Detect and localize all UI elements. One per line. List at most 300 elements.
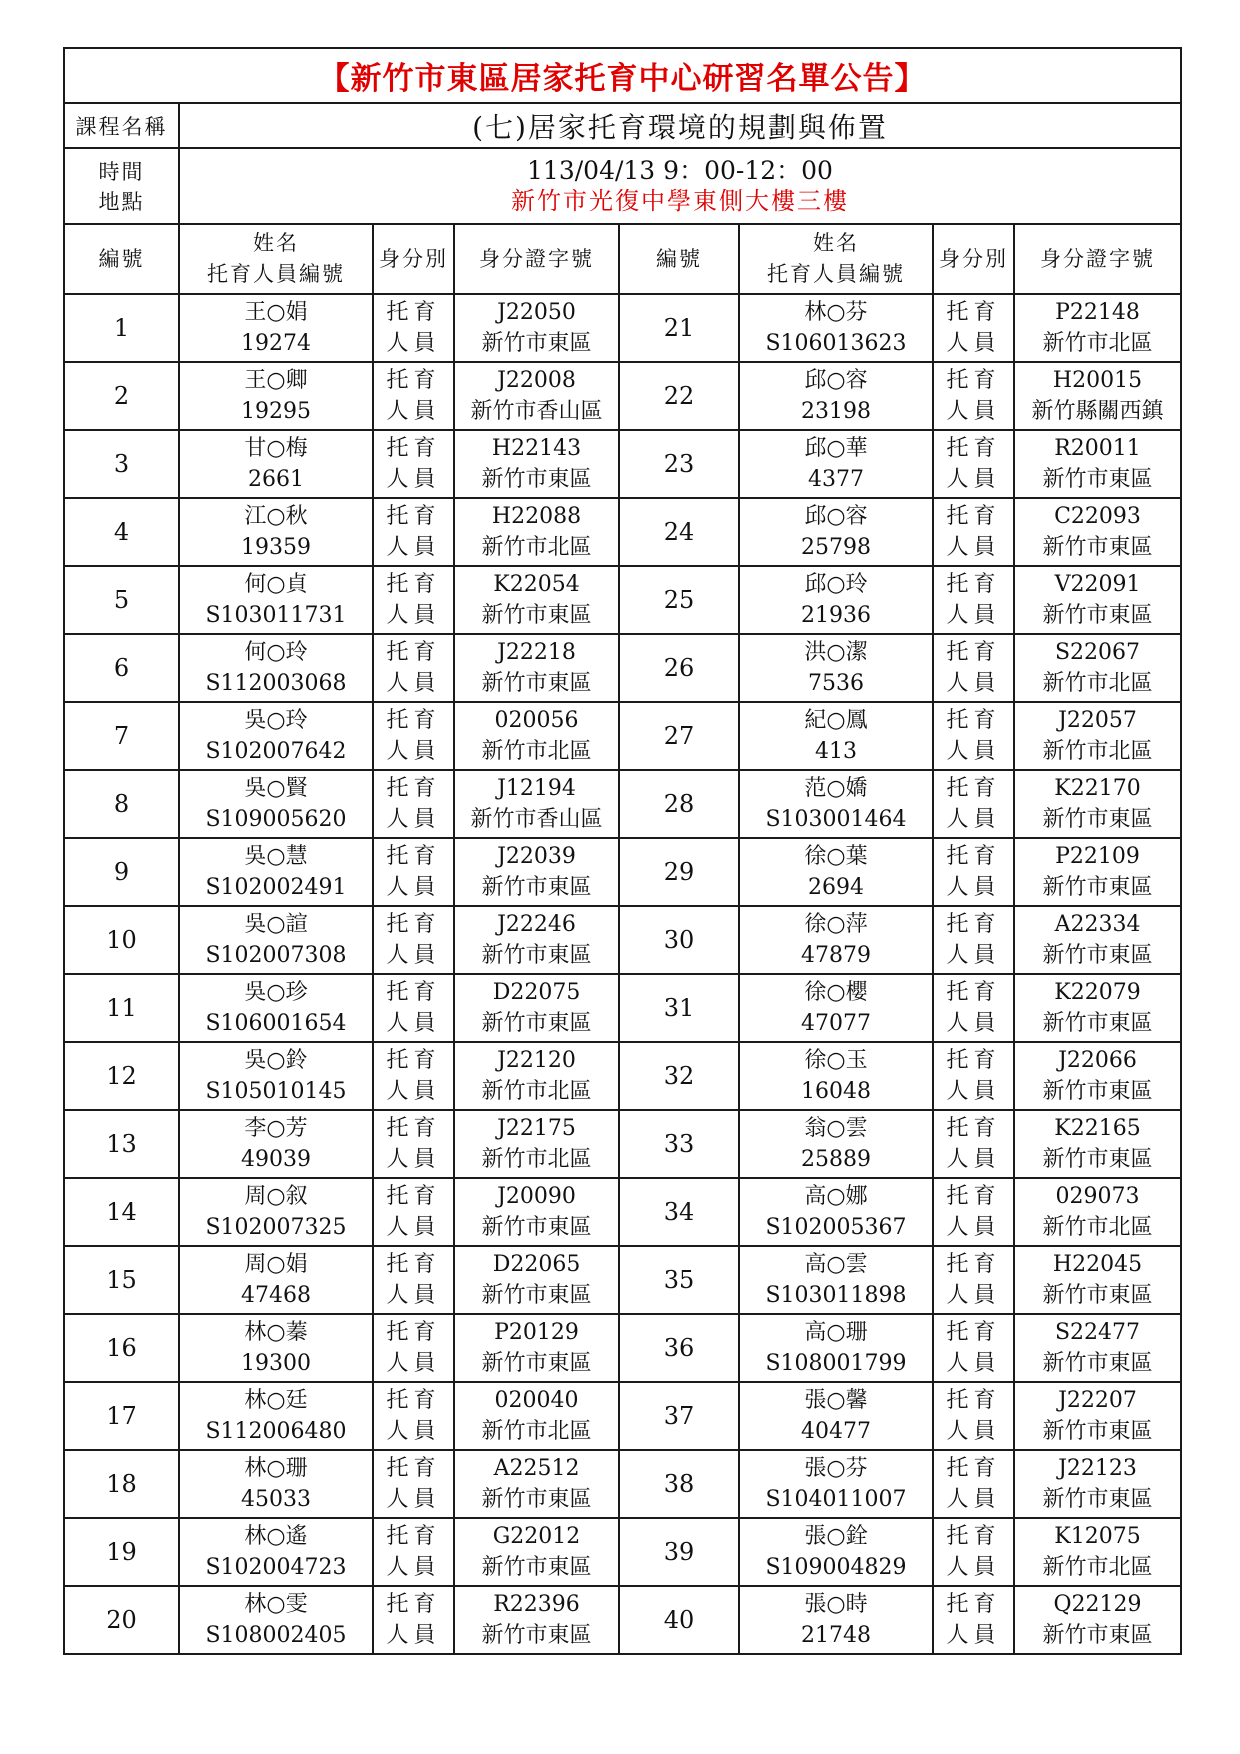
entry-name-cell [179,430,373,498]
entry-identity-cell [933,1314,1014,1382]
entry-identity-line2: 人員 [386,671,441,696]
entry-id-number: J22207 [1058,1388,1137,1413]
entry-id-number: 029073 [1055,1184,1140,1209]
entry-number: 36 [619,1314,739,1382]
entry-caregiver-code: S106013623 [765,331,907,356]
entry-name: 徐○萍 [804,912,868,937]
place-label: 地點 [98,190,145,214]
entry-identity-line2: 人員 [386,603,441,628]
entry-id-cell [1014,1450,1181,1518]
entry-identity-line2: 人員 [386,1011,441,1036]
entry-caregiver-code: S103011898 [765,1283,907,1308]
entry-identity-cell [373,906,454,974]
entry-name-cell [179,1382,373,1450]
entry-identity-cell [933,702,1014,770]
entry-name-cell [179,566,373,634]
session-place: 新竹市光復中學東側大樓三樓 [511,187,849,215]
entry-identity-line1: 托育 [946,1524,1001,1549]
entry-id-number: K22054 [493,572,580,597]
entry-id-number: H20015 [1052,368,1143,393]
entry-district: 新竹市東區 [1042,1419,1153,1444]
table-row [64,974,1181,1042]
entry-identity-cell [933,1450,1014,1518]
entry-identity-line1: 托育 [386,640,441,665]
entry-identity-cell [933,1382,1014,1450]
entry-id-cell [1014,634,1181,702]
entry-id-cell [454,974,619,1042]
entry-name: 張○銓 [804,1524,868,1549]
entry-name-cell [179,974,373,1042]
entry-caregiver-code: 7536 [808,671,864,696]
entry-number: 29 [619,838,739,906]
entry-identity-line1: 托育 [946,436,1001,461]
entry-identity-line2: 人員 [946,603,1001,628]
entry-id-cell [1014,1178,1181,1246]
entry-identity-line2: 人員 [946,1147,1001,1172]
entry-number: 4 [64,498,179,566]
entry-name: 林○雯 [244,1592,308,1617]
course-name-value: (七)居家托育環境的規劃與佈置 [179,103,1181,148]
header-number: 編號 [64,224,179,294]
entry-caregiver-code: S106001654 [205,1011,347,1036]
entry-identity-line2: 人員 [386,1419,441,1444]
entry-identity-cell [933,1110,1014,1178]
entry-id-cell [454,1110,619,1178]
entry-district: 新竹市東區 [481,467,592,492]
entry-name: 范○嬌 [804,776,868,801]
entry-identity-cell [373,362,454,430]
entry-identity-cell [373,1382,454,1450]
entry-id-number: P20129 [494,1320,579,1345]
entry-district: 新竹縣關西鎮 [1031,399,1164,424]
entry-caregiver-code: 47077 [801,1011,871,1036]
entry-caregiver-code: S102005367 [765,1215,907,1240]
entry-district: 新竹市東區 [481,1487,592,1512]
entry-identity-cell [933,770,1014,838]
table-row [64,430,1181,498]
entry-district: 新竹市北區 [481,1079,592,1104]
entry-id-number: S22067 [1054,640,1141,665]
entry-district: 新竹市北區 [1042,739,1153,764]
entry-id-cell [454,1042,619,1110]
entry-name: 周○叙 [244,1184,308,1209]
entry-identity-line2: 人員 [946,1079,1001,1104]
entry-id-number: Q22129 [1053,1592,1142,1617]
table-row [64,1110,1181,1178]
entry-identity-cell [373,974,454,1042]
table-row [64,1518,1181,1586]
entry-id-cell [454,838,619,906]
training-roster-table [63,47,1182,1655]
entry-identity-line1: 托育 [946,572,1001,597]
entry-identity-line1: 托育 [946,1320,1001,1345]
entry-number: 23 [619,430,739,498]
entry-name: 林○珊 [244,1456,308,1481]
entry-name-cell [739,1450,933,1518]
entry-caregiver-code: S104011007 [765,1487,907,1512]
header-name-line2: 托育人員編號 [207,262,345,286]
entry-identity-cell [933,906,1014,974]
entry-name: 邱○容 [804,504,868,529]
column-header-row [64,224,1181,294]
entry-caregiver-code: 4377 [808,467,864,492]
entry-district: 新竹市東區 [481,671,592,696]
entry-identity-line2: 人員 [946,535,1001,560]
entry-identity-cell [373,1586,454,1654]
entry-id-cell [454,362,619,430]
entry-id-number: D22075 [492,980,581,1005]
table-row [64,838,1181,906]
entry-name-cell [739,362,933,430]
entry-district: 新竹市東區 [1042,1487,1153,1512]
entry-name-cell [179,1314,373,1382]
entry-identity-cell [373,1450,454,1518]
table-row [64,770,1181,838]
entry-identity-cell [933,498,1014,566]
entry-name: 李○芳 [244,1116,308,1141]
entry-id-number: V22091 [1054,572,1141,597]
entry-district: 新竹市北區 [1042,1555,1153,1580]
entry-identity-line1: 托育 [386,1592,441,1617]
entry-id-number: K12075 [1054,1524,1141,1549]
entry-caregiver-code: S105010145 [205,1079,347,1104]
entry-identity-line2: 人員 [386,875,441,900]
entry-district: 新竹市東區 [481,1283,592,1308]
entry-number: 3 [64,430,179,498]
entry-identity-line2: 人員 [386,943,441,968]
entry-identity-line1: 托育 [386,300,441,325]
entry-name-cell [739,566,933,634]
entry-id-number: C22093 [1054,504,1141,529]
entry-identity-line2: 人員 [386,1147,441,1172]
entry-id-cell [454,1246,619,1314]
entry-name-cell [739,1382,933,1450]
entry-id-number: R22396 [493,1592,580,1617]
entry-identity-line1: 托育 [386,1116,441,1141]
entry-identity-cell [933,1042,1014,1110]
entry-id-cell [1014,906,1181,974]
entry-name: 吳○慧 [244,844,308,869]
entry-caregiver-code: 40477 [801,1419,871,1444]
entry-caregiver-code: S108002405 [205,1623,347,1648]
entry-name: 吳○賢 [244,776,308,801]
entry-id-cell [1014,1042,1181,1110]
entry-name: 邱○容 [804,368,868,393]
entry-number: 10 [64,906,179,974]
entry-caregiver-code: 413 [815,739,857,764]
entry-number: 24 [619,498,739,566]
entry-identity-line1: 托育 [946,1048,1001,1073]
entry-identity-line1: 托育 [946,1592,1001,1617]
entry-id-cell [454,294,619,362]
entry-caregiver-code: 49039 [241,1147,311,1172]
entry-id-number: K22165 [1054,1116,1141,1141]
entry-id-cell [1014,430,1181,498]
entry-name: 何○貞 [244,572,308,597]
entry-district: 新竹市北區 [481,739,592,764]
entry-number: 35 [619,1246,739,1314]
entry-name-cell [179,1518,373,1586]
entry-number: 38 [619,1450,739,1518]
entry-id-cell [454,1450,619,1518]
entry-district: 新竹市東區 [481,1215,592,1240]
entry-caregiver-code: 21936 [801,603,871,628]
entry-identity-line1: 托育 [946,1388,1001,1413]
entry-caregiver-code: 25889 [801,1147,871,1172]
entry-identity-line1: 托育 [386,1252,441,1277]
entry-name-cell [739,1314,933,1382]
entry-identity-line2: 人員 [386,807,441,832]
entry-name-cell [739,906,933,974]
entry-name-cell [739,1042,933,1110]
entry-identity-line2: 人員 [946,1623,1001,1648]
entry-id-cell [454,498,619,566]
entry-id-cell [1014,1586,1181,1654]
entry-caregiver-code: 25798 [801,535,871,560]
entry-id-cell [454,770,619,838]
entry-identity-line2: 人員 [386,1351,441,1376]
entry-identity-line2: 人員 [946,399,1001,424]
entry-name-cell [739,1518,933,1586]
entry-district: 新竹市東區 [1042,1079,1153,1104]
entry-id-cell [454,566,619,634]
table-row [64,362,1181,430]
entry-identity-line2: 人員 [946,331,1001,356]
entry-identity-line1: 托育 [946,912,1001,937]
entry-caregiver-code: 21748 [801,1623,871,1648]
entry-identity-line2: 人員 [386,1555,441,1580]
entry-district: 新竹市東區 [481,943,592,968]
entry-name-cell [179,1042,373,1110]
entry-name: 王○娟 [244,300,308,325]
entry-id-number: J22175 [497,1116,576,1141]
time-place-value [179,148,1181,224]
entry-identity-cell [373,1314,454,1382]
entry-identity-line1: 托育 [946,776,1001,801]
entry-identity-line2: 人員 [946,1215,1001,1240]
entry-number: 27 [619,702,739,770]
entry-name-cell [179,634,373,702]
entry-id-cell [454,1518,619,1586]
entry-caregiver-code: S102007642 [205,739,347,764]
entry-district: 新竹市東區 [481,1011,592,1036]
entry-number: 25 [619,566,739,634]
entry-identity-line2: 人員 [946,1351,1001,1376]
entry-name-cell [179,498,373,566]
entry-identity-cell [933,362,1014,430]
entry-name-cell [739,294,933,362]
entry-identity-cell [373,1042,454,1110]
header-number: 編號 [619,224,739,294]
entry-id-number: 020040 [494,1388,579,1413]
entry-identity-line1: 托育 [946,1116,1001,1141]
header-id-number: 身分證字號 [454,224,619,294]
entry-name: 張○馨 [804,1388,868,1413]
entry-identity-line1: 托育 [386,368,441,393]
entry-name: 吳○諠 [244,912,308,937]
entry-name-cell [179,838,373,906]
entry-district: 新竹市北區 [481,1147,592,1172]
entry-name: 何○玲 [244,640,308,665]
entry-id-number: J22066 [1058,1048,1137,1073]
entry-identity-line2: 人員 [946,739,1001,764]
entry-identity-cell [933,430,1014,498]
entry-district: 新竹市東區 [1042,943,1153,968]
entry-district: 新竹市東區 [1042,1283,1153,1308]
entry-number: 28 [619,770,739,838]
entry-caregiver-code: 16048 [801,1079,871,1104]
entry-id-number: J22039 [497,844,576,869]
entry-id-cell [454,1382,619,1450]
entry-name: 徐○玉 [804,1048,868,1073]
entry-id-number: G22012 [492,1524,581,1549]
entry-identity-line1: 托育 [386,1320,441,1345]
entry-number: 6 [64,634,179,702]
entry-identity-cell [373,430,454,498]
entry-caregiver-code: 23198 [801,399,871,424]
entry-district: 新竹市東區 [1042,875,1153,900]
table-row [64,1450,1181,1518]
entry-id-number: H22143 [491,436,582,461]
entry-name: 紀○鳳 [804,708,868,733]
entry-name-cell [179,1450,373,1518]
entry-caregiver-code: S109004829 [765,1555,907,1580]
entry-name-cell [739,634,933,702]
entry-identity-line2: 人員 [946,1011,1001,1036]
header-name [179,224,373,294]
entry-caregiver-code: S108001799 [765,1351,907,1376]
entry-number: 2 [64,362,179,430]
entry-number: 30 [619,906,739,974]
entry-name: 周○娟 [244,1252,308,1277]
entry-name: 吳○鈴 [244,1048,308,1073]
table-row [64,1246,1181,1314]
entry-number: 14 [64,1178,179,1246]
entry-id-number: J22246 [497,912,576,937]
entry-name-cell [179,362,373,430]
entry-name: 邱○華 [804,436,868,461]
entry-number: 22 [619,362,739,430]
entry-id-number: J22050 [497,300,576,325]
entry-identity-line1: 托育 [386,776,441,801]
entry-identity-line2: 人員 [386,1623,441,1648]
entry-id-number: J22008 [497,368,576,393]
entry-identity-cell [373,702,454,770]
entry-identity-cell [933,566,1014,634]
header-name-line1: 姓名 [813,231,859,255]
entry-number: 12 [64,1042,179,1110]
entry-id-number: K22170 [1054,776,1141,801]
entry-identity-line2: 人員 [946,1487,1001,1512]
entry-identity-line2: 人員 [386,739,441,764]
table-row [64,1382,1181,1450]
entry-caregiver-code: 2694 [808,875,864,900]
entry-name-cell [739,1110,933,1178]
entry-id-number: J22120 [497,1048,576,1073]
entry-identity-line2: 人員 [946,875,1001,900]
entry-district: 新竹市北區 [1042,1215,1153,1240]
entry-identity-line2: 人員 [386,399,441,424]
entry-name-cell [739,1246,933,1314]
time-place-label [64,148,179,224]
entry-identity-line2: 人員 [946,1555,1001,1580]
entry-id-number: J20090 [497,1184,576,1209]
entry-caregiver-code: S109005620 [205,807,347,832]
entry-identity-line1: 托育 [386,708,441,733]
entry-identity-line1: 托育 [946,1184,1001,1209]
header-id-number: 身分證字號 [1014,224,1181,294]
entry-caregiver-code: S112006480 [205,1419,347,1444]
entry-identity-cell [373,294,454,362]
entry-identity-cell [933,1178,1014,1246]
entry-name-cell [179,1586,373,1654]
entry-district: 新竹市東區 [481,875,592,900]
entry-identity-cell [373,1178,454,1246]
entry-identity-line1: 托育 [386,436,441,461]
entry-district: 新竹市北區 [481,1419,592,1444]
entry-name: 吳○珍 [244,980,308,1005]
entry-id-cell [1014,1110,1181,1178]
entry-id-cell [454,430,619,498]
entry-id-cell [454,1586,619,1654]
entry-number: 9 [64,838,179,906]
entry-district: 新竹市東區 [1042,1351,1153,1376]
document-title: 【新竹市東區居家托育中心研習名單公告】 [64,48,1181,103]
course-name-label: 課程名稱 [64,103,179,148]
entry-identity-line1: 托育 [946,640,1001,665]
time-label: 時間 [98,160,145,184]
header-identity: 身分別 [933,224,1014,294]
entry-identity-cell [373,634,454,702]
entry-id-number: H22088 [491,504,582,529]
entry-identity-line2: 人員 [946,807,1001,832]
entry-caregiver-code: S102007325 [205,1215,347,1240]
entry-name-cell [739,702,933,770]
entry-district: 新竹市北區 [481,535,592,560]
header-name-line1: 姓名 [253,231,299,255]
entry-id-number: 020056 [494,708,579,733]
entry-identity-line2: 人員 [946,943,1001,968]
entry-id-number: A22334 [1054,912,1141,937]
entry-id-number: J12194 [497,776,576,801]
entry-id-cell [454,906,619,974]
entry-name-cell [739,498,933,566]
table-row [64,1314,1181,1382]
entry-number: 15 [64,1246,179,1314]
entry-district: 新竹市東區 [481,1555,592,1580]
entry-name: 吳○玲 [244,708,308,733]
entry-identity-line1: 托育 [386,912,441,937]
entry-district: 新竹市東區 [1042,467,1153,492]
entry-caregiver-code: 47879 [801,943,871,968]
entry-name-cell [179,906,373,974]
entry-name-cell [739,1178,933,1246]
entry-identity-cell [933,1246,1014,1314]
entry-identity-cell [933,1586,1014,1654]
entry-name: 邱○玲 [804,572,868,597]
entry-name: 林○芬 [804,300,868,325]
entry-number: 8 [64,770,179,838]
entry-caregiver-code: S112003068 [205,671,347,696]
table-row [64,1178,1181,1246]
entry-number: 39 [619,1518,739,1586]
entry-name-cell [739,770,933,838]
entry-caregiver-code: 19295 [241,399,311,424]
entry-caregiver-code: 19300 [241,1351,311,1376]
header-name [739,224,933,294]
session-time: 113/04/13 9：00-12：00 [527,156,833,185]
entry-identity-line1: 托育 [386,844,441,869]
